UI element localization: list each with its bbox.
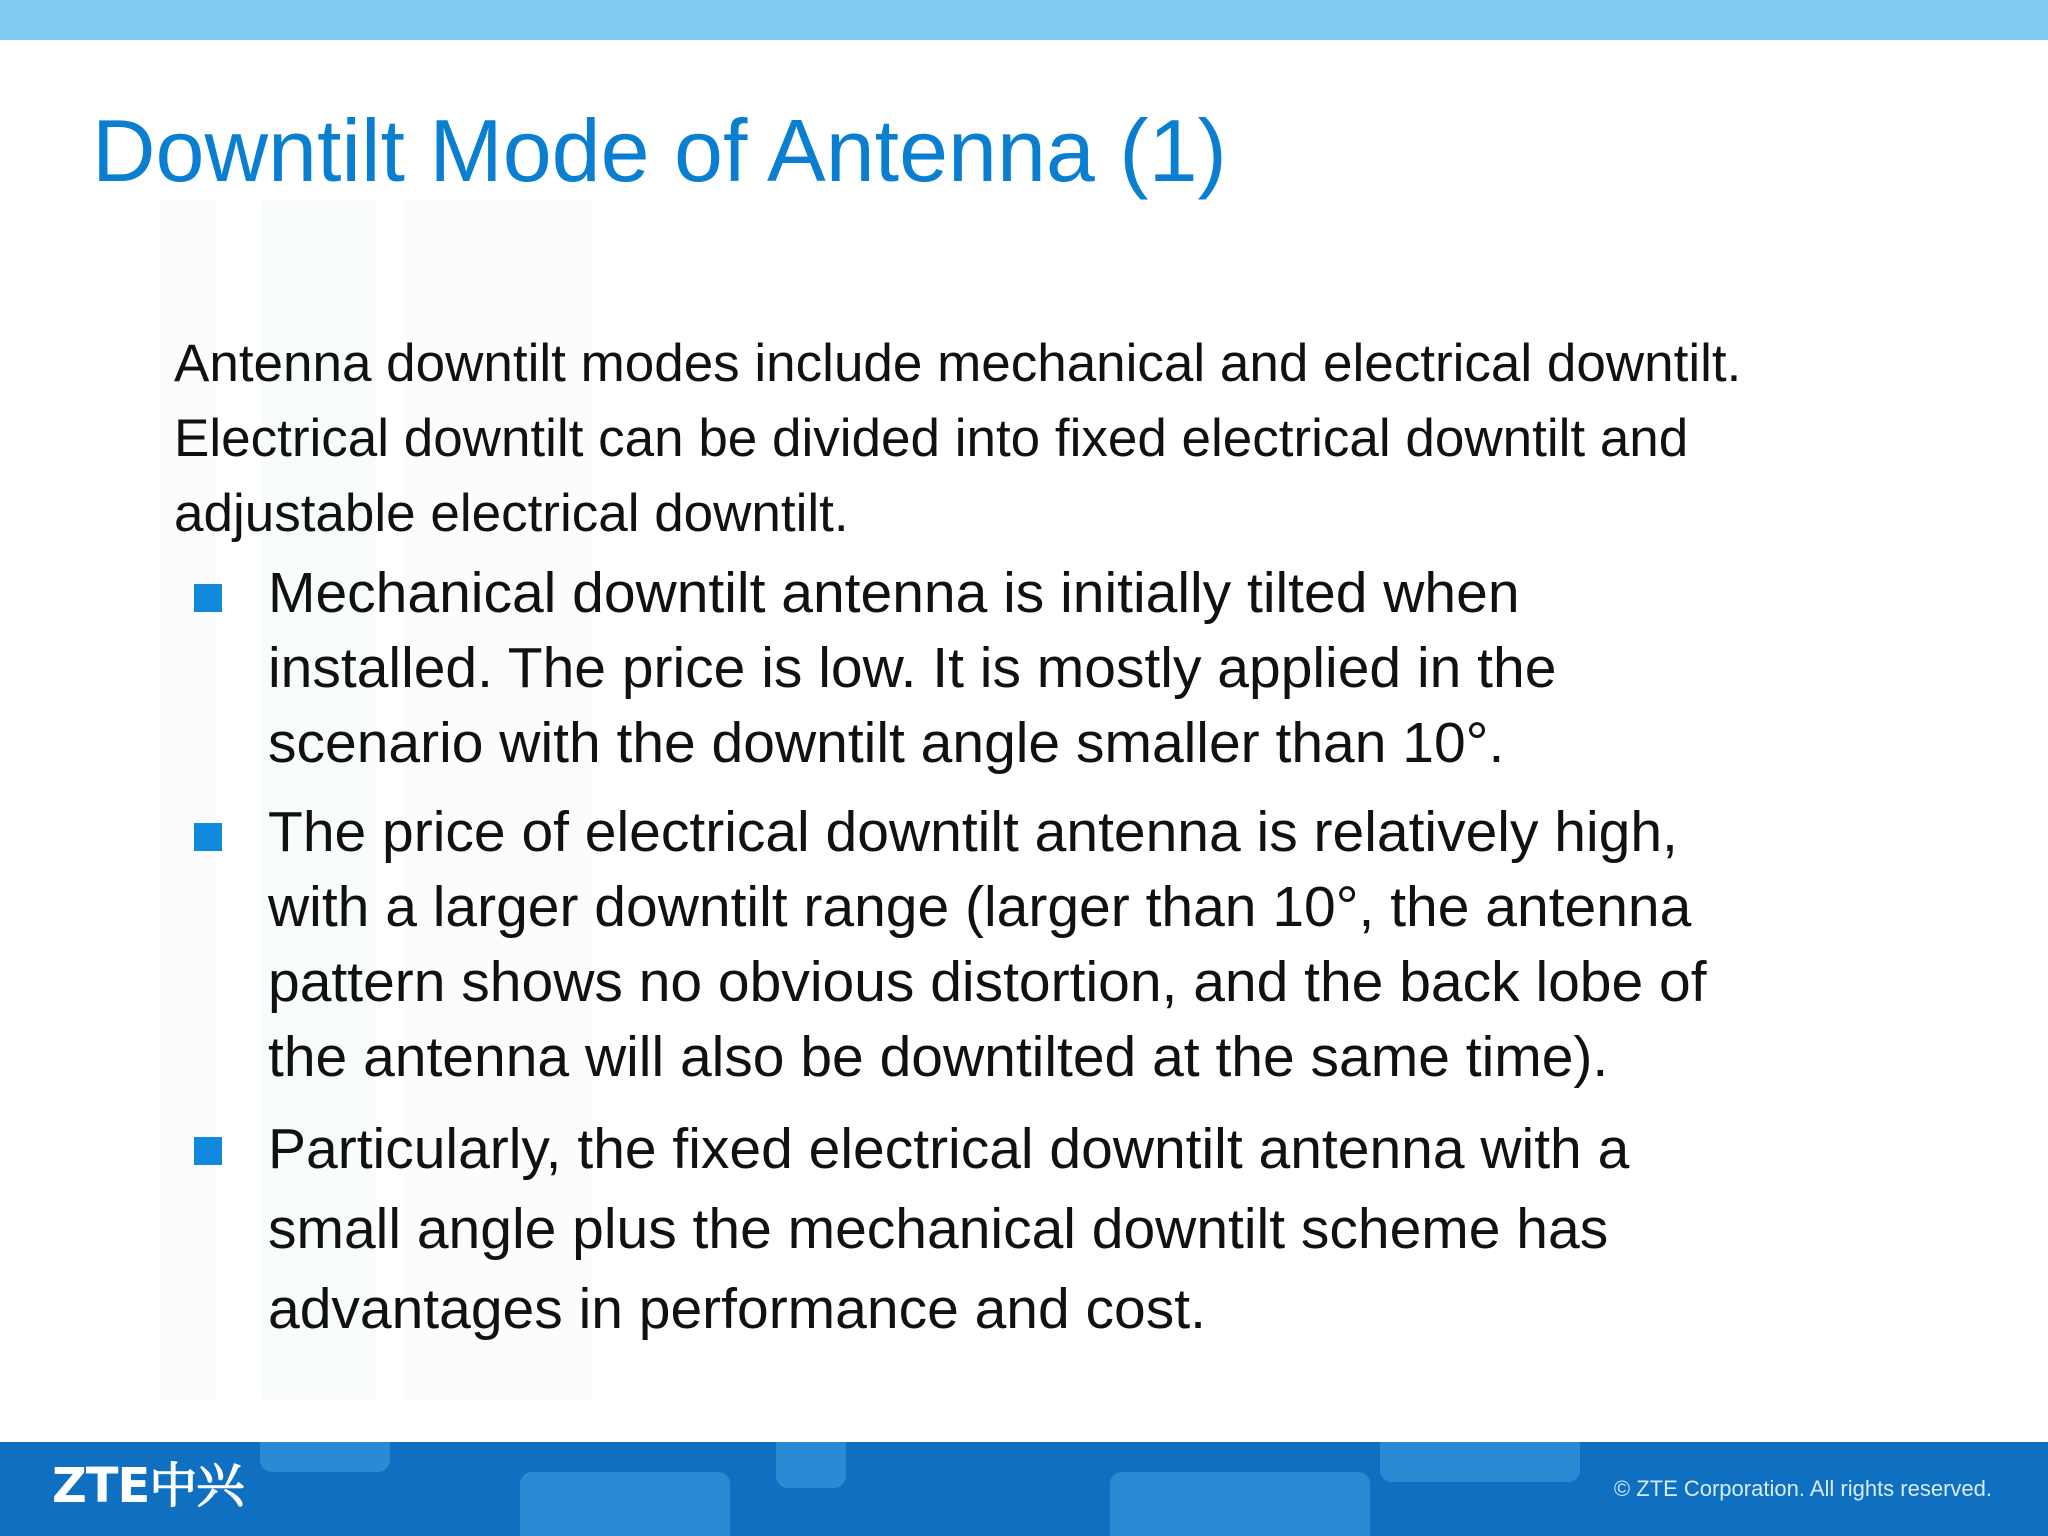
footer-decor-shape — [1110, 1472, 1370, 1536]
bullet-text — [268, 800, 1707, 1089]
footer-bar — [0, 1442, 2048, 1536]
bullet-item-mechanical — [192, 556, 1912, 781]
intro-paragraph — [174, 326, 1894, 551]
bullet-line: The price of electrical downtilt antenna is relatively high, — [268, 800, 1678, 864]
intro-line: adjustable electrical downtilt. — [174, 484, 849, 543]
intro-line: Antenna downtilt modes include mechanical and electrical downtilt. — [174, 334, 1742, 393]
bullet-text — [268, 1117, 1629, 1341]
bullet-line: the antenna will also be downtilted at the same time). — [268, 1025, 1609, 1089]
square-bullet-icon — [194, 1137, 222, 1165]
bullet-line: scenario with the downtilt angle smaller than 10°. — [268, 711, 1505, 775]
bullet-text — [268, 561, 1556, 775]
footer-decor-shape — [260, 1442, 390, 1472]
bullet-line: pattern shows no obvious distortion, and the back lobe of — [268, 950, 1707, 1014]
bullet-line: advantages in performance and cost. — [268, 1277, 1206, 1341]
footer-decor-shape — [1380, 1442, 1580, 1482]
bullet-line: Particularly, the fixed electrical downtilt antenna with a — [268, 1117, 1630, 1181]
bullet-item-electrical — [192, 795, 1912, 1095]
bullet-line: small angle plus the mechanical downtilt scheme has — [268, 1197, 1609, 1261]
zte-logo: ZTE中兴 — [52, 1458, 244, 1514]
bullet-line: Mechanical downtilt antenna is initially tilted when — [268, 561, 1520, 625]
square-bullet-icon — [194, 584, 222, 612]
slide-title: Downtilt Mode of Antenna (1) — [92, 101, 1227, 200]
intro-line: Electrical downtilt can be divided into fixed electrical downtilt and — [174, 409, 1689, 468]
bullet-line: installed. The price is low. It is mostly applied in the — [268, 636, 1557, 700]
bullet-line: with a larger downtilt range (larger than 10°, the antenna — [268, 875, 1692, 939]
footer-decor-shape — [520, 1472, 730, 1536]
square-bullet-icon — [194, 823, 222, 851]
copyright-text: © ZTE Corporation. All rights reserved. — [1613, 1476, 1992, 1501]
top-accent-bar — [0, 0, 2048, 40]
bullet-list — [192, 556, 1912, 1363]
bullet-item-combined — [192, 1109, 1912, 1349]
footer-decor-shape — [776, 1442, 846, 1488]
